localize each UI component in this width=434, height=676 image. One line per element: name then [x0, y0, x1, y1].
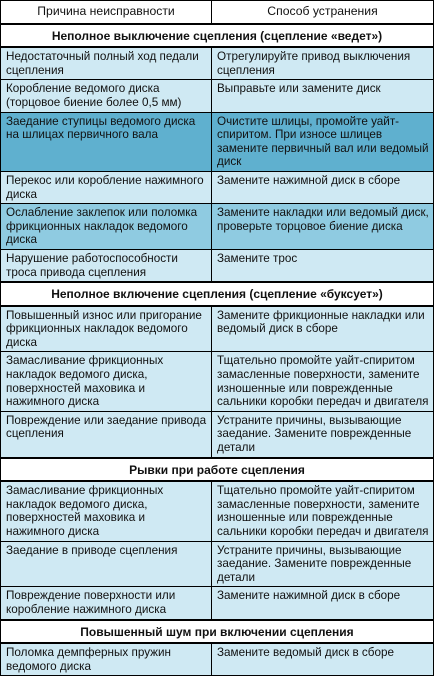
- cause-cell: Нарушение работоспособности троса привода сцепления: [1, 249, 212, 282]
- table-row: [1, 587, 434, 620]
- remedy-cell: Отрегулируйте привод выключения сцепления: [212, 47, 434, 80]
- remedy-cell: Устраните причины, вызывающие заедание. Замените поврежденные детали: [212, 541, 434, 587]
- remedy-cell: Тщательно промойте уайт-спиритом замасленные поверхности, замените изношенные или поврежденные сальники коробки передач и двигателя: [212, 481, 434, 541]
- section-title-row: [1, 458, 434, 482]
- table-row: [1, 204, 434, 250]
- table-row: [1, 352, 434, 411]
- remedy-cell: Очистите шлицы, промойте уайт-спиритом. При износе шлицев замените первичный вал или ведомый диск: [212, 112, 434, 171]
- section-title: Неполное выключение сцепления (сцепление «ведет»): [1, 24, 434, 48]
- cause-cell: Замасливание фрикционных накладок ведомого диска, поверхностей маховика и нажимного диска: [1, 352, 212, 411]
- remedy-cell: Тщательно промойте уайт-спиритом замасленные поверхности, замените изношенные или поврежденные сальники коробки передач и двигателя: [212, 352, 434, 411]
- remedy-cell: Замените нажимной диск в сборе: [212, 587, 434, 620]
- table-row: [1, 112, 434, 171]
- cause-cell: Повышенный износ или пригорание фрикционных накладок ведомого диска: [1, 306, 212, 352]
- remedy-cell: Замените фрикционные накладки или ведомый диск в сборе: [212, 306, 434, 352]
- remedy-cell: Замените ведомый диск в сборе: [212, 643, 434, 676]
- remedy-cell: Замените нажимной диск в сборе: [212, 171, 434, 203]
- table-row: [1, 47, 434, 80]
- table-row: [1, 541, 434, 587]
- cause-cell: Поломка демпферных пружин ведомого диска: [1, 643, 212, 676]
- cause-cell: Перекос или коробление нажимного диска: [1, 171, 212, 203]
- cause-cell: Недостаточный полный ход педали сцепления: [1, 47, 212, 80]
- section-title: Рывки при работе сцепления: [1, 458, 434, 482]
- table-row: [1, 171, 434, 203]
- cause-cell: Заедание в приводе сцепления: [1, 541, 212, 587]
- table-row: [1, 411, 434, 457]
- table-row: [1, 249, 434, 282]
- remedy-cell: Выправьте или замените диск: [212, 80, 434, 112]
- remedy-cell: Замените трос: [212, 249, 434, 282]
- remedy-cell: Замените накладки или ведомый диск, проверьте торцовое биение диска: [212, 204, 434, 250]
- table-row: [1, 481, 434, 541]
- section-title: Повышенный шум при включении сцепления: [1, 620, 434, 644]
- table-row: [1, 643, 434, 676]
- cause-cell: Заедание ступицы ведомого диска на шлицах первичного вала: [1, 112, 212, 171]
- cause-cell: Замасливание фрикционных накладок ведомого диска, поверхностей маховика и нажимного диска: [1, 481, 212, 541]
- cause-cell: Повреждение или заедание привода сцепления: [1, 411, 212, 457]
- cause-cell: Повреждение поверхности или коробление нажимного диска: [1, 587, 212, 620]
- section-title-row: [1, 620, 434, 644]
- table-row: [1, 80, 434, 112]
- section-title-row: [1, 282, 434, 306]
- remedy-cell: Устраните причины, вызывающие заедание. Замените поврежденные детали: [212, 411, 434, 457]
- table-header-row: [1, 1, 434, 24]
- section-title: Неполное включение сцепления (сцепление «буксует»): [1, 282, 434, 306]
- section-title-row: [1, 24, 434, 48]
- table-row: [1, 306, 434, 352]
- column-header-cause: Причина неисправности: [1, 1, 212, 24]
- column-header-remedy: Способ устранения: [212, 1, 434, 24]
- cause-cell: Коробление ведомого диска (торцовое биение более 0,5 мм): [1, 80, 212, 112]
- cause-cell: Ослабление заклепок или поломка фрикционных накладок ведомого диска: [1, 204, 212, 250]
